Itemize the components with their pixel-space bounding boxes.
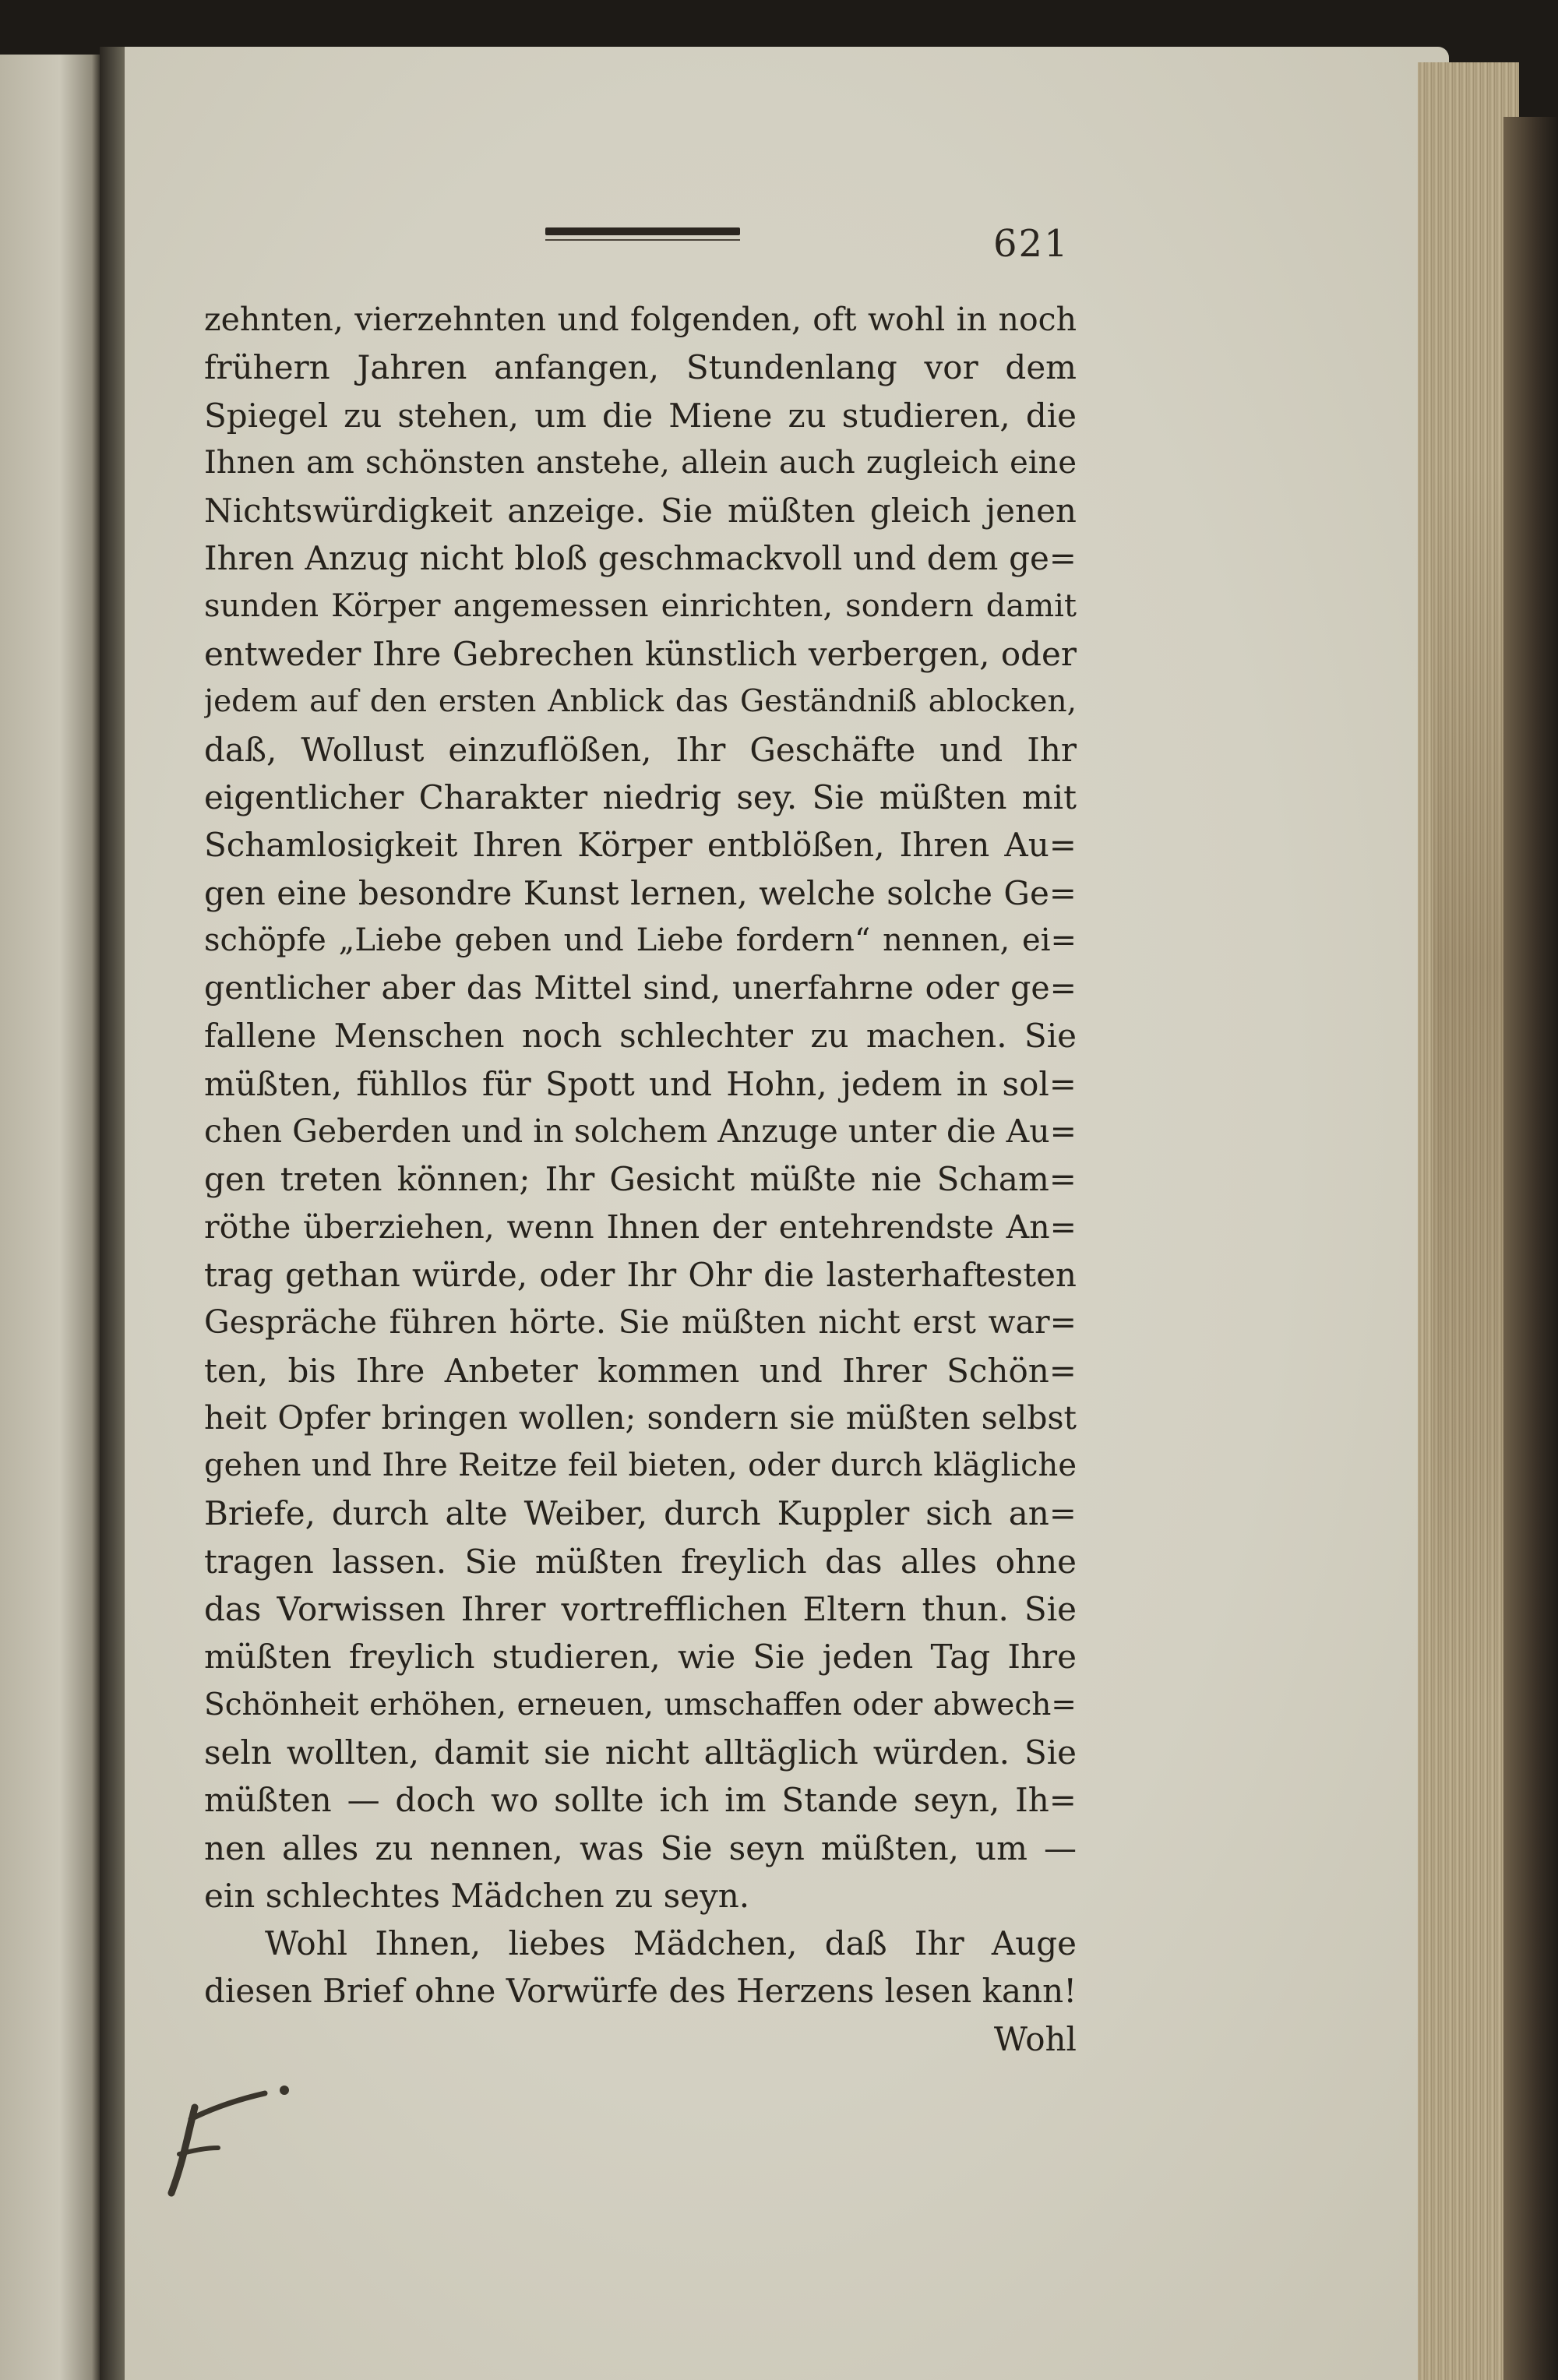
text-line: frühern Jahren anfangen, Stundenlang vor dem [204, 348, 1077, 387]
text-line: Schönheit erhöhen, erneuen, umschaffen oder abwech= [204, 1687, 1077, 1722]
text-line: sunden Körper angemessen einrichten, sondern damit [204, 587, 1077, 624]
text-line: Ihren Anzug nicht bloß geschmackvoll und dem ge= [204, 539, 1077, 578]
text-line: gentlicher aber das Mittel sind, unerfahrne oder ge= [204, 969, 1077, 1007]
text-line: ten, bis Ihre Anbeter kommen und Ihrer Schön= [204, 1351, 1077, 1390]
text-line: zehnten, vierzehnten und folgenden, oft wohl in noch [204, 301, 1077, 338]
text-line: das Vorwissen Ihrer vortrefflichen Eltern thun. Sie [204, 1590, 1077, 1629]
header-rule [545, 227, 740, 235]
text-line: Spiegel zu stehen, um die Miene zu studieren, die [204, 396, 1077, 435]
text-line: Ihnen am schönsten anstehe, allein auch zugleich eine [204, 444, 1077, 481]
text-line: eigentlicher Charakter niedrig sey. Sie müßten mit [204, 777, 1077, 816]
page-number: 621 [993, 222, 1070, 266]
pencil-mark-icon [148, 2076, 304, 2201]
text-line: Nichtswürdigkeit anzeige. Sie müßten gleich jenen [204, 492, 1077, 531]
text-line: chen Geberden und in solchem Anzuge unter die Au= [204, 1112, 1077, 1151]
text-line: Gespräche führen hörte. Sie müßten nicht erst war= [204, 1303, 1077, 1342]
book-cover-edge [1503, 117, 1558, 2380]
edge-stain [1433, 467, 1503, 1714]
text-line: müßten — doch wo sollte ich im Stande seyn, Ih= [204, 1781, 1077, 1820]
text-line: trag gethan würde, oder Ihr Ohr die lasterhaftesten [204, 1255, 1077, 1294]
text-line: entweder Ihre Gebrechen künstlich verbergen, oder [204, 635, 1077, 674]
text-line: gen treten können; Ihr Gesicht müßte nie Scham= [204, 1160, 1077, 1199]
text-line: gen eine besondre Kunst lernen, welche solche Ge= [204, 873, 1077, 912]
text-line: röthe überziehen, wenn Ihnen der entehrendste An= [204, 1208, 1077, 1246]
text-line: müßten freylich studieren, wie Sie jeden Tag Ihre [204, 1638, 1077, 1677]
text-line: seln wollten, damit sie nicht alltäglich würden. Sie [204, 1733, 1077, 1772]
header-rule-thin [545, 239, 740, 241]
text-line: tragen lassen. Sie müßten freylich das alles ohne [204, 1542, 1077, 1581]
text-line: ein schlechtes Mädchen zu seyn. [204, 1876, 750, 1915]
text-line: jedem auf den ersten Anblick das Geständniß ablocken, [204, 684, 1077, 720]
text-line: heit Opfer bringen wollen; sondern sie müßten selbst [204, 1398, 1077, 1437]
body-text [204, 296, 1077, 2063]
text-line: daß, Wollust einzuflößen, Ihr Geschäfte und Ihr [204, 730, 1077, 769]
text-line: diesen Brief ohne Vorwürfe des Herzens lesen kann! [204, 1972, 1077, 2011]
text-line: fallene Menschen noch schlechter zu machen. Sie [204, 1017, 1077, 1056]
text-line: Wohl Ihnen, liebes Mädchen, daß Ihr Auge [265, 1924, 1077, 1963]
left-facing-page [0, 55, 100, 2380]
text-line: Briefe, durch alte Weiber, durch Kuppler sich an= [204, 1494, 1077, 1533]
text-line: nen alles zu nennen, was Sie seyn müßten, um — [204, 1828, 1077, 1867]
text-line: schöpfe „Liebe geben und Liebe fordern“ nennen, ei= [204, 922, 1077, 958]
text-line: gehen und Ihre Reitze feil bieten, oder durch klägliche [204, 1447, 1077, 1484]
text-line: müßten, fühllos für Spott und Hohn, jedem in sol= [204, 1064, 1077, 1103]
text-line: Schamlosigkeit Ihren Körper entblößen, Ihren Au= [204, 826, 1077, 865]
catchword: Wohl [993, 2019, 1077, 2058]
